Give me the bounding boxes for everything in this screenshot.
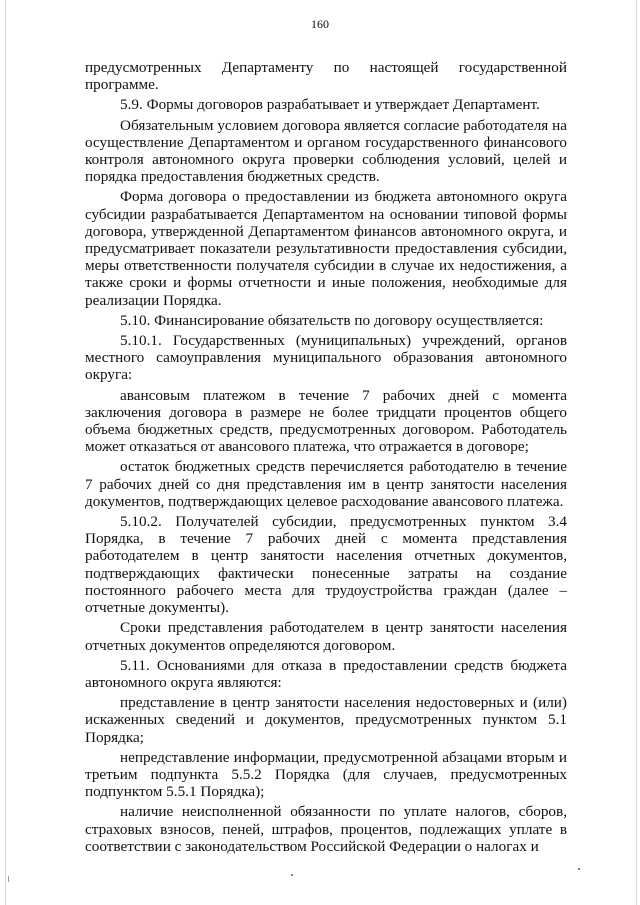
- paragraph-remaining-funds: остаток бюджетных средств перечисляется работодателю в течение 7 рабочих дней со дня представления им в центр занятости населения документов, подтверждающих целевое расходование авансового платежа.: [85, 458, 567, 510]
- paragraph-5-10: 5.10. Финансирование обязательств по договору осуществляется:: [120, 311, 544, 329]
- scan-speck: [578, 868, 580, 870]
- paragraph-tax-debt: наличие неисполненной обязанности по уплате налогов, сборов, страховых взносов, пеней, штрафов, процентов, подлежащих уплате в соответствии с законодательством Российской Федерации о налогах и: [85, 803, 567, 855]
- scan-speck: [8, 876, 9, 882]
- paragraph-missing-information: непредставление информации, предусмотренной абзацами вторым и третьим подпункта 5.5.2 Порядка (для случаев, предусмотренных подпунктом 5.5.1 Порядка);: [85, 748, 567, 801]
- scan-left-edge: [5, 0, 6, 905]
- paragraph-advance-payment: авансовым платежом в течение 7 рабочих дней с момента заключения договора в размере не более тридцати процентов общего объема бюджетных средств, предусмотренных договором. Работодатель может отказаться от авансового платежа, что отражается в договоре;: [85, 386, 567, 456]
- paragraph-false-information: представление в центр занятости населения недостоверных и (или) искаженных сведений и документов, предусмотренных пунктом 5.1 Порядка;: [85, 694, 567, 746]
- paragraph-5-10-2: 5.10.2. Получателей субсидии, предусмотренных пунктом 3.4 Порядка, в течение 7 рабочих дней с момента представления работодателем в центр занятости населения отчетных документов, подтверждающих фактически понесенные затраты на создание постоянного рабочего места для трудоустройства граждан (далее – отчетные документы).: [85, 513, 567, 617]
- paragraph-contract-form: Форма договора о предоставлении из бюджета автономного округа субсидии разрабатывается Департаментом на основании типовой формы договора, утвержденной Департаментом финансов автономного округа, и предусматривает показатели результативности предоставления субсидии, меры ответственности получателя субсидии в случае их недостижения, а также сроки и формы отчетности и иные положения, необходимые для реализации Порядка.: [85, 188, 567, 309]
- paragraph-5-10-1: 5.10.1. Государственных (муниципальных) учреждений, органов местного самоуправления муниципального образования автономного округа:: [85, 332, 567, 384]
- scan-right-edge: [636, 0, 637, 905]
- paragraph-5-11: 5.11. Основаниями для отказа в предоставлении средств бюджета автономного округа являются:: [85, 656, 567, 691]
- paragraph-contract-condition: Обязательным условием договора является согласие работодателя на осуществление Департаментом и органом государственного финансового контроля автономного округа проверки соблюдения условий, целей и порядка предоставления бюджетных средств.: [85, 116, 567, 186]
- paragraph-continuation: предусмотренных Департаменту по настоящей государственной программе.: [85, 59, 567, 94]
- page-number: 160: [311, 17, 329, 31]
- scan-speck: [291, 874, 293, 876]
- document-body: [85, 59, 567, 858]
- paragraph-5-9: 5.9. Формы договоров разрабатывает и утверждает Департамент.: [120, 96, 540, 114]
- paragraph-reporting-terms: Сроки представления работодателем в центр занятости населения отчетных документов определяются договором.: [85, 619, 567, 654]
